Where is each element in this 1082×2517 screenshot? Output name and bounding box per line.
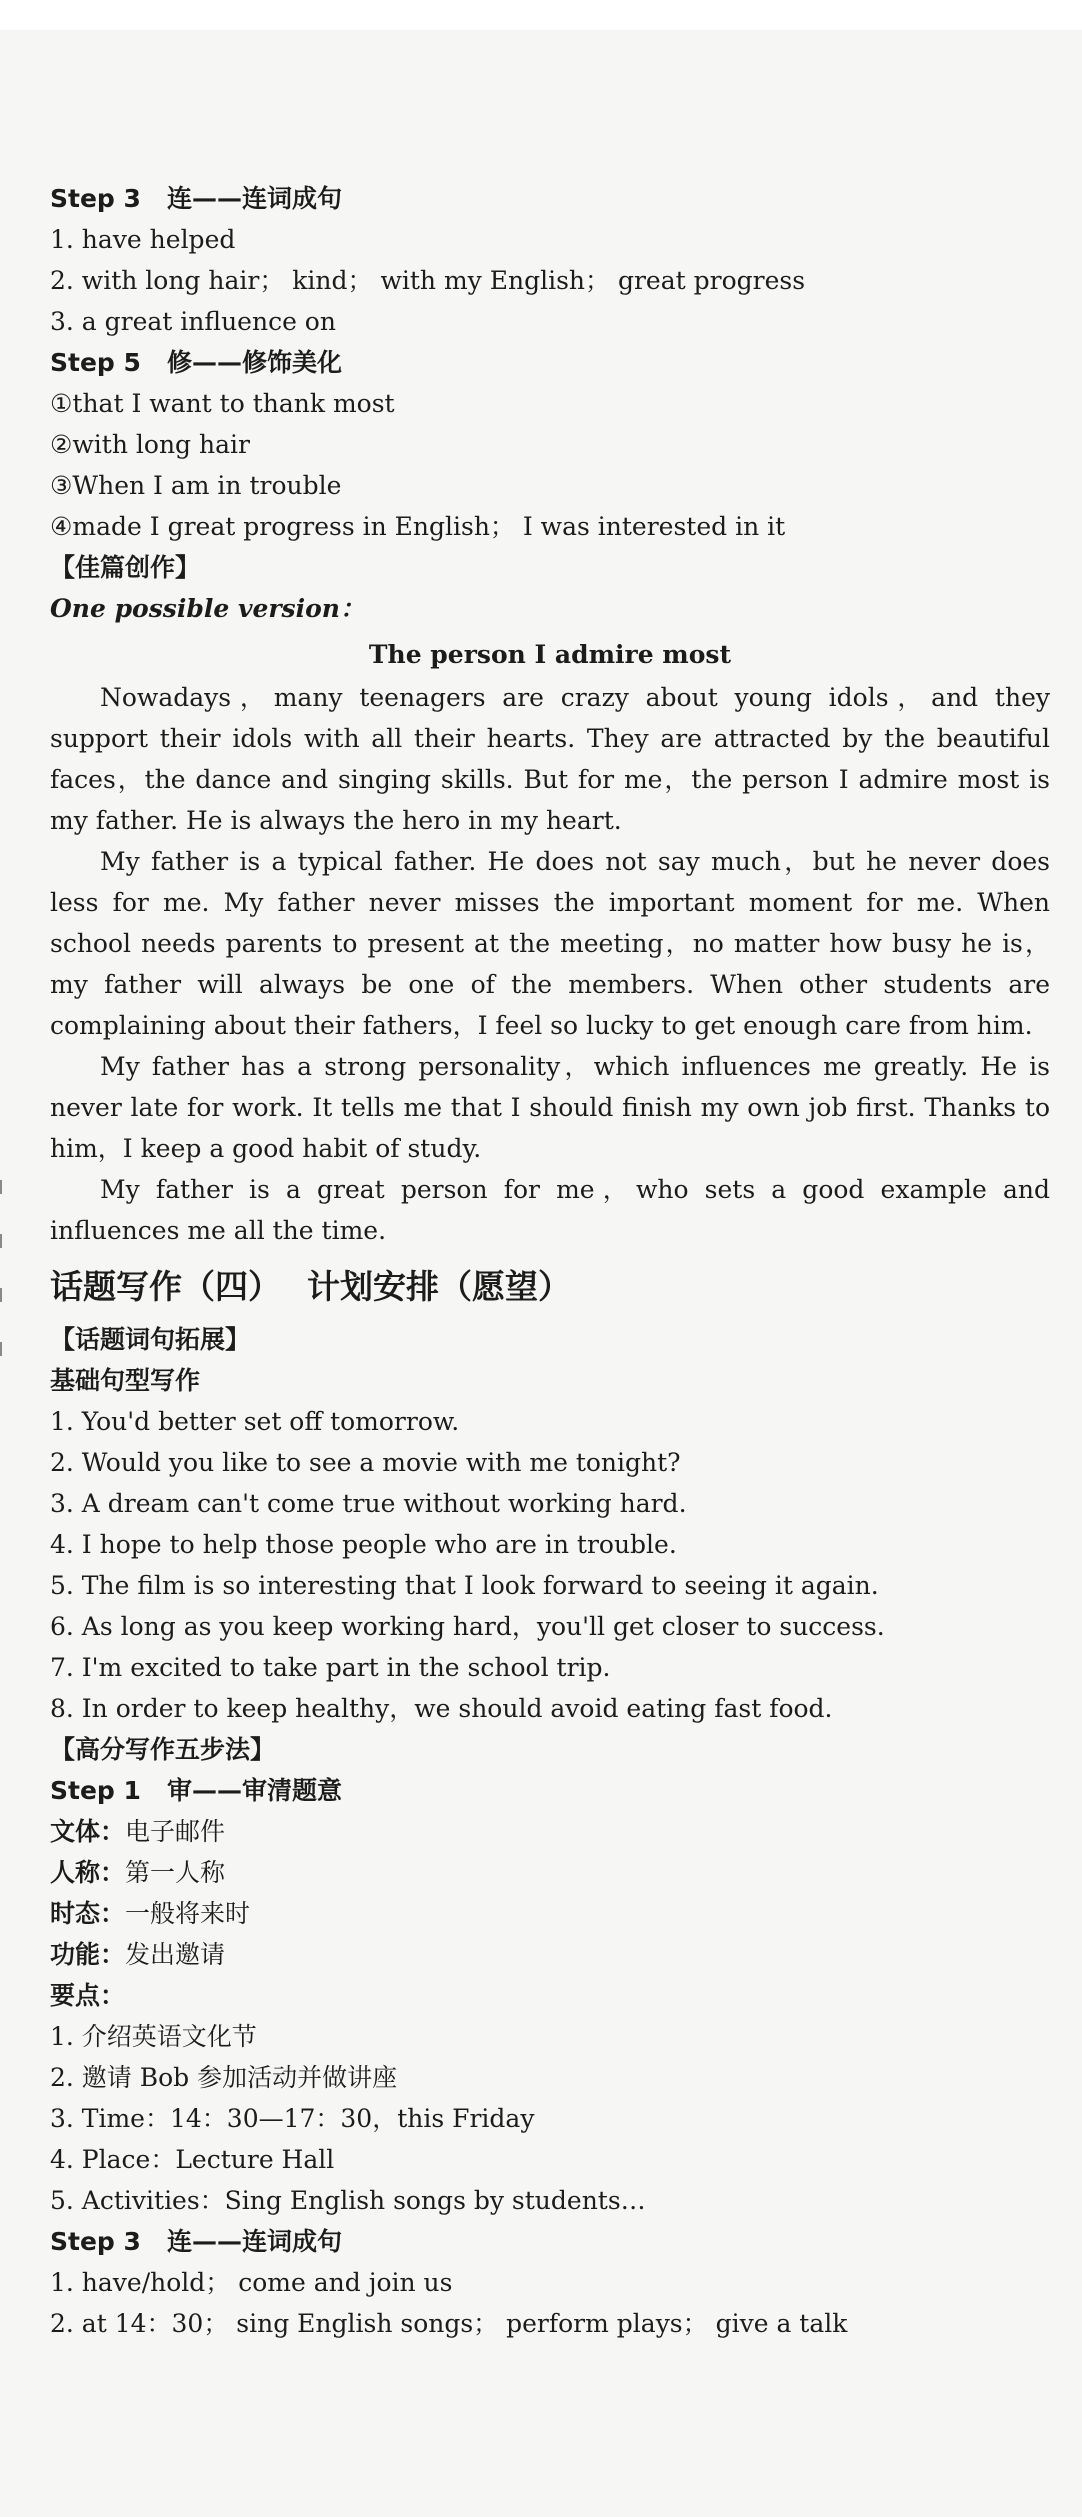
analysis-row: 时态：一般将来时 — [50, 1899, 251, 1928]
list-item: 5. The film is so interesting that I look forward to seeing it again. — [50, 1571, 879, 1600]
step5-heading: Step 5 修——修饰美化 — [50, 348, 343, 377]
version-label: One possible version： — [50, 594, 365, 623]
analysis-row: 文体：电子邮件 — [50, 1817, 226, 1846]
list-item: 1. have/hold； come and join us — [50, 2268, 453, 2297]
list-item: ②with long hair — [50, 430, 250, 459]
list-item: 2. with long hair； kind； with my English； great progress — [50, 266, 806, 295]
topic-subtitle: 计划安排（愿望） — [307, 1267, 571, 1306]
essay-title: The person I admire most — [368, 640, 732, 669]
essay-paragraph: My father is a typical father. He does not say much，but he never does less for me. My father never misses the important moment for me. When school needs parents to present at the meeting，no matter how busy he is，my father will always be one of the members. When other students are complaining about their fathers，I feel so lucky to get enough care from him. — [50, 847, 1050, 1040]
top-band — [0, 0, 1082, 30]
list-item: 7. I'm excited to take part in the school trip. — [50, 1653, 611, 1682]
list-item: 1. You'd better set off tomorrow. — [50, 1407, 460, 1436]
list-item: ④made I great progress in English； I was interested in it — [50, 512, 786, 541]
list-item: 3. A dream can't come true without working hard. — [50, 1489, 687, 1518]
analysis-row: 要点： — [50, 1981, 126, 2010]
step1-heading: Step 1 审——审清题意 — [50, 1776, 343, 1805]
list-item: ①that I want to thank most — [50, 389, 395, 418]
list-item: 3. a great influence on — [50, 307, 336, 336]
step3-heading: Step 3 连——连词成句 — [50, 184, 343, 213]
content — [50, 178, 1050, 2344]
list-item: 2. 邀请 Bob 参加活动并做讲座 — [50, 2063, 398, 2092]
analysis-row: 人称：第一人称 — [50, 1858, 226, 1887]
section-heading-jiapian: 【佳篇创作】 — [50, 553, 201, 582]
essay-paragraph: My father has a strong personality，which influences me greatly. He is never late for work. It tells me that I should finish my own job first. Thanks to him，I keep a good habit of study. — [50, 1052, 1050, 1163]
section-heading-gaofen: 【高分写作五步法】 — [50, 1735, 276, 1764]
list-item: 1. 介绍英语文化节 — [50, 2022, 257, 2051]
step3-heading: Step 3 连——连词成句 — [50, 2227, 343, 2256]
topic-title: 话题写作（四） — [50, 1267, 281, 1306]
margin-marks — [0, 1180, 6, 1396]
list-item: 4. I hope to help those people who are in trouble. — [50, 1530, 677, 1559]
essay-paragraph: My father is a great person for me，who sets a good example and influences me all the time. — [50, 1175, 1050, 1245]
topic-heading — [50, 1255, 1050, 1319]
section-heading-cihui: 【话题词句拓展】 — [50, 1325, 251, 1354]
list-item: 8. In order to keep healthy，we should avoid eating fast food. — [50, 1694, 833, 1723]
list-item: 2. at 14：30； sing English songs； perform plays； give a talk — [50, 2309, 848, 2338]
list-item: 4. Place：Lecture Hall — [50, 2145, 335, 2174]
subheading-jichu: 基础句型写作 — [50, 1366, 201, 1395]
list-item: 2. Would you like to see a movie with me tonight? — [50, 1448, 681, 1477]
analysis-row: 功能：发出邀请 — [50, 1940, 226, 1969]
list-item: 3. Time：14：30—17：30，this Friday — [50, 2104, 535, 2133]
list-item: 5. Activities：Sing English songs by students… — [50, 2186, 646, 2215]
list-item: 1. have helped — [50, 225, 236, 254]
list-item: 6. As long as you keep working hard，you'll get closer to success. — [50, 1612, 885, 1641]
essay-paragraph: Nowadays，many teenagers are crazy about young idols，and they support their idols with all their hearts. They are attracted by the beautiful faces，the dance and singing skills. But for me，the person I admire most is my father. He is always the hero in my heart. — [50, 683, 1050, 835]
list-item: ③When I am in trouble — [50, 471, 342, 500]
